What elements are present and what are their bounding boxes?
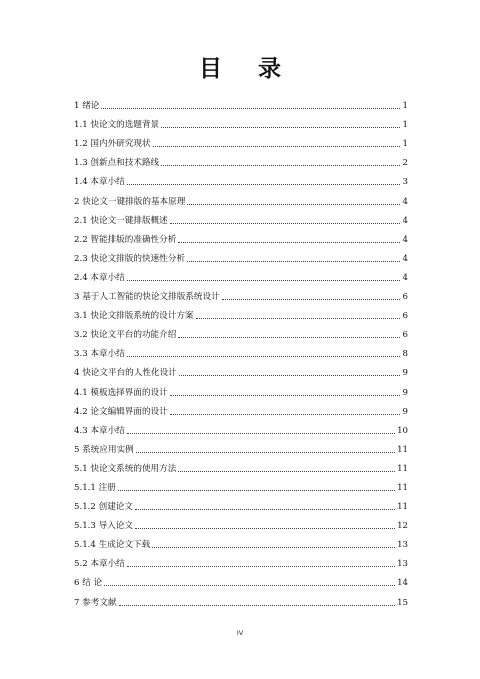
dot-leader <box>196 318 400 319</box>
toc-entry[interactable] <box>74 455 408 474</box>
dot-leader <box>179 375 400 376</box>
toc-entry-label: 1.1 快论文的选题背景 <box>74 120 160 131</box>
toc-entry[interactable] <box>74 149 408 168</box>
toc-entry-page: 11 <box>397 482 408 493</box>
toc-entry-page: 4 <box>402 272 408 283</box>
toc-entry-label: 2.3 快论文排版的快速性分析 <box>74 253 185 264</box>
toc-entry[interactable] <box>74 302 408 321</box>
toc-entry-label: 4.3 本章小结 <box>74 425 125 436</box>
toc-entry[interactable] <box>74 130 408 149</box>
toc-entry-page: 2 <box>402 158 408 169</box>
page-number: IV <box>236 629 244 637</box>
toc-entry[interactable] <box>74 474 408 493</box>
toc-entry-label: 3 基于人工智能的快论文排版系统设计 <box>74 292 220 303</box>
toc-entry[interactable] <box>74 111 408 130</box>
toc-entry-page: 3 <box>402 177 408 188</box>
dot-leader <box>170 395 400 396</box>
toc-entry-label: 4 快论文平台的人性化设计 <box>74 368 177 379</box>
toc-entry-label: 2.2 智能排版的准确性分析 <box>74 234 177 245</box>
toc-entry[interactable] <box>74 398 408 417</box>
toc-entry[interactable] <box>74 512 408 531</box>
toc-entry-page: 15 <box>397 597 408 608</box>
dot-leader <box>152 547 395 548</box>
toc-entry-page: 13 <box>397 540 408 551</box>
dot-leader <box>104 585 395 586</box>
toc-entry-label: 2 快论文一键排版的基本原理 <box>74 196 186 207</box>
toc-entry-label: 2.1 快论文一键排版概述 <box>74 215 168 226</box>
dot-leader <box>101 108 400 109</box>
dot-leader <box>178 337 400 338</box>
toc-entry[interactable] <box>74 436 408 455</box>
dot-leader <box>127 433 395 434</box>
toc-entry-label: 2.4 本章小结 <box>74 272 125 283</box>
toc-entry-page: 1 <box>402 139 408 150</box>
toc-entry[interactable] <box>74 550 408 569</box>
toc-entry[interactable] <box>74 283 408 302</box>
dot-leader <box>187 261 400 262</box>
table-of-contents <box>74 92 408 608</box>
toc-entry-label: 5.1 快论文系统的使用方法 <box>74 463 177 474</box>
toc-entry-label: 5.1.2 创建论文 <box>74 502 133 513</box>
toc-entry-label: 1.3 创新点和技术路线 <box>74 158 160 169</box>
toc-entry-page: 1 <box>402 101 408 112</box>
toc-entry-page: 13 <box>397 559 408 570</box>
toc-entry[interactable] <box>74 569 408 588</box>
toc-entry-page: 14 <box>397 578 408 589</box>
toc-entry-label: 3.3 本章小结 <box>74 349 125 360</box>
toc-entry-label: 5.1.3 导入论文 <box>74 521 133 532</box>
toc-entry-page: 11 <box>397 444 408 455</box>
toc-entry[interactable] <box>74 245 408 264</box>
dot-leader <box>135 509 395 510</box>
dot-leader <box>178 242 400 243</box>
toc-entry[interactable] <box>74 378 408 397</box>
dot-leader <box>127 356 400 357</box>
toc-entry-page: 4 <box>402 234 408 245</box>
toc-entry-page: 4 <box>402 215 408 226</box>
dot-leader <box>222 299 400 300</box>
toc-entry-page: 1 <box>402 120 408 131</box>
dot-leader <box>161 165 400 166</box>
toc-entry[interactable] <box>74 588 408 607</box>
toc-entry-page: 9 <box>402 368 408 379</box>
toc-entry-page: 6 <box>402 330 408 341</box>
dot-leader <box>161 127 400 128</box>
dot-leader <box>127 280 400 281</box>
toc-entry-label: 5.2 本章小结 <box>74 559 125 570</box>
dot-leader <box>127 566 395 567</box>
toc-entry-label: 7 参考文献 <box>74 597 117 608</box>
toc-entry[interactable] <box>74 493 408 512</box>
dot-leader <box>178 471 395 472</box>
toc-entry-page: 11 <box>397 502 408 513</box>
toc-entry-label: 4.2 论文编辑界面的设计 <box>74 406 168 417</box>
toc-entry-label: 1.4 本章小结 <box>74 177 125 188</box>
toc-entry-page: 6 <box>402 311 408 322</box>
page-title: 目 录 <box>198 56 295 82</box>
toc-entry-label: 3.2 快论文平台的功能介绍 <box>74 330 177 341</box>
dot-leader <box>127 184 400 185</box>
toc-entry-page: 4 <box>402 196 408 207</box>
toc-entry[interactable] <box>74 417 408 436</box>
toc-entry-label: 1.2 国内外研究现状 <box>74 139 151 150</box>
toc-entry-page: 10 <box>397 425 408 436</box>
toc-entry-page: 4 <box>402 253 408 264</box>
dot-leader <box>170 414 400 415</box>
toc-entry-page: 12 <box>397 521 408 532</box>
toc-entry[interactable] <box>74 92 408 111</box>
toc-entry-page: 9 <box>402 406 408 417</box>
toc-entry[interactable] <box>74 531 408 550</box>
toc-entry-label: 5.1.1 注册 <box>74 482 116 493</box>
toc-entry-page: 11 <box>397 463 408 474</box>
toc-entry[interactable] <box>74 321 408 340</box>
toc-entry-label: 4.1 模板选择界面的设计 <box>74 387 168 398</box>
dot-leader <box>135 528 395 529</box>
toc-entry[interactable] <box>74 226 408 245</box>
toc-entry-page: 6 <box>402 292 408 303</box>
toc-entry-label: 3.1 快论文排版系统的设计方案 <box>74 311 194 322</box>
dot-leader <box>153 146 400 147</box>
toc-entry[interactable] <box>74 359 408 378</box>
toc-entry[interactable] <box>74 168 408 187</box>
dot-leader <box>136 452 395 453</box>
dot-leader <box>119 605 395 606</box>
toc-entry-label: 6 结 论 <box>74 578 103 589</box>
toc-entry-label: 5 系统应用实例 <box>74 444 134 455</box>
toc-entry-page: 8 <box>402 349 408 360</box>
toc-entry-label: 1 绪论 <box>74 101 100 112</box>
toc-entry[interactable] <box>74 264 408 283</box>
dot-leader <box>170 223 400 224</box>
toc-entry-label: 5.1.4 生成论文下载 <box>74 540 151 551</box>
toc-entry[interactable] <box>74 340 408 359</box>
dot-leader <box>187 204 400 205</box>
toc-entry-page: 9 <box>402 387 408 398</box>
dot-leader <box>118 490 395 491</box>
toc-entry[interactable] <box>74 207 408 226</box>
toc-entry[interactable] <box>74 187 408 206</box>
